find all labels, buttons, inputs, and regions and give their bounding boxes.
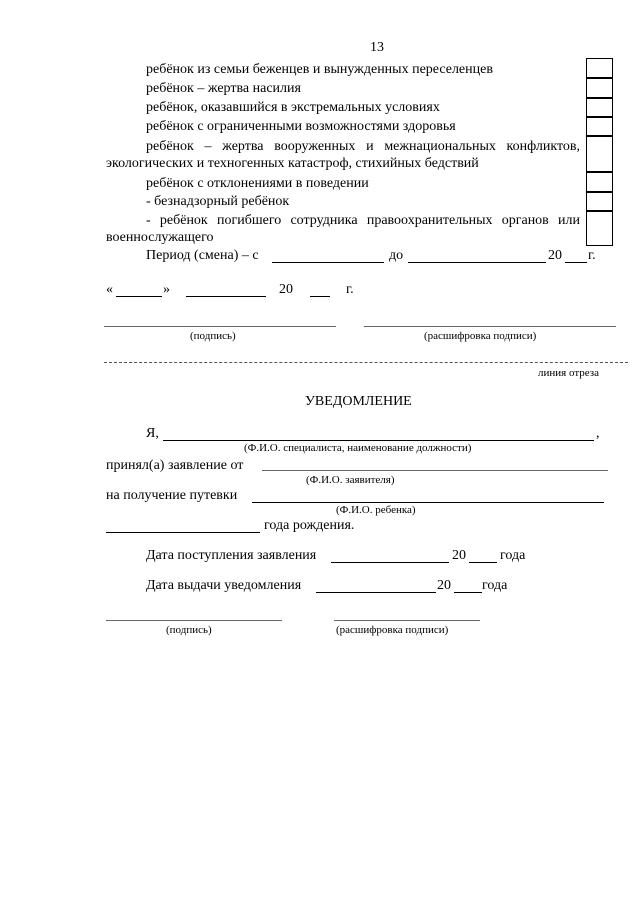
applicant-name-field[interactable] xyxy=(262,470,608,471)
signature-bottom-caption: (подпись) xyxy=(166,624,212,636)
birth-year-label: года рождения. xyxy=(264,518,355,533)
signature-bottom-decode-line[interactable] xyxy=(334,620,480,621)
category-fallen-officer-line2: военнослужащего xyxy=(106,230,214,245)
category-behavior-deviations: ребёнок с отклонениями в поведении xyxy=(146,176,369,191)
signature-bottom-decode-caption: (расшифровка подписи) xyxy=(336,624,449,636)
category-neglected: - безнадзорный ребёнок xyxy=(146,194,290,209)
category-extreme-conditions: ребёнок, оказавшийся в экстремальных условиях xyxy=(146,100,440,115)
received-year-prefix: 20 xyxy=(452,548,466,563)
category-fallen-officer-line1: - ребёнок погибшего сотрудника правоохранительных органов или xyxy=(146,213,580,228)
notice-i-label: Я, xyxy=(146,426,159,441)
checkbox-conflict-victim[interactable] xyxy=(586,136,613,172)
page-number: 13 xyxy=(370,40,384,55)
date-open-quote: « xyxy=(106,282,113,297)
checkbox-violence-victim[interactable] xyxy=(586,78,613,98)
category-conflict-victim-line2: экологических и техногенных катастроф, стихийных бедствий xyxy=(106,156,479,171)
period-from-field[interactable] xyxy=(272,262,384,263)
issued-year-field[interactable] xyxy=(454,592,482,593)
period-to-label: до xyxy=(389,248,404,263)
signature-top-decode-line[interactable] xyxy=(364,326,616,327)
category-conflict-victim-line1: ребёнок – жертва вооруженных и межнациональных конфликтов, xyxy=(146,139,580,154)
period-label: Период (смена) – с xyxy=(146,248,259,263)
specialist-name-field[interactable] xyxy=(163,440,594,441)
voucher-label: на получение путевки xyxy=(106,488,238,503)
cut-line xyxy=(104,362,628,363)
received-year-suffix: года xyxy=(500,548,526,563)
category-refugee: ребёнок из семьи беженцев и вынужденных переселенцев xyxy=(146,62,493,77)
signature-bottom-line[interactable] xyxy=(106,620,282,621)
cut-line-label: линия отреза xyxy=(538,367,599,379)
checkbox-neglected[interactable] xyxy=(586,192,613,211)
category-disabilities: ребёнок с ограниченными возможностями здоровья xyxy=(146,119,456,134)
issued-date-field[interactable] xyxy=(316,592,436,593)
child-name-field[interactable] xyxy=(252,502,604,503)
period-year-field[interactable] xyxy=(565,262,587,263)
date-year-prefix: 20 xyxy=(279,282,293,297)
checkbox-extreme-conditions[interactable] xyxy=(586,98,613,117)
accepted-label: принял(а) заявление от xyxy=(106,458,244,473)
specialist-caption: (Ф.И.О. специалиста, наименование должности) xyxy=(244,442,472,454)
checkbox-refugee[interactable] xyxy=(586,58,613,78)
checkbox-behavior-deviations[interactable] xyxy=(586,172,613,192)
date-month-field[interactable] xyxy=(186,296,266,297)
signature-top-line[interactable] xyxy=(104,326,336,327)
issued-year-prefix: 20 xyxy=(437,578,451,593)
period-year-suffix: г. xyxy=(588,248,596,263)
date-close-quote: » xyxy=(163,282,170,297)
received-year-field[interactable] xyxy=(469,562,497,563)
date-year-suffix: г. xyxy=(346,282,354,297)
date-day-field[interactable] xyxy=(116,296,162,297)
received-date-field[interactable] xyxy=(331,562,449,563)
checkbox-disabilities[interactable] xyxy=(586,117,613,136)
birth-year-field[interactable] xyxy=(106,532,260,533)
issued-year-suffix: года xyxy=(482,578,508,593)
notice-comma: , xyxy=(596,426,600,441)
applicant-caption: (Ф.И.О. заявителя) xyxy=(306,474,395,486)
period-year-prefix: 20 xyxy=(548,248,562,263)
child-caption: (Ф.И.О. ребенка) xyxy=(336,504,416,516)
checkbox-fallen-officer[interactable] xyxy=(586,211,613,246)
period-to-field[interactable] xyxy=(408,262,546,263)
signature-top-caption: (подпись) xyxy=(190,330,236,342)
signature-top-decode-caption: (расшифровка подписи) xyxy=(424,330,537,342)
notice-title: УВЕДОМЛЕНИЕ xyxy=(305,394,412,409)
received-date-label: Дата поступления заявления xyxy=(146,548,317,563)
category-violence-victim: ребёнок – жертва насилия xyxy=(146,81,301,96)
date-year-field[interactable] xyxy=(310,296,330,297)
issued-date-label: Дата выдачи уведомления xyxy=(146,578,302,593)
